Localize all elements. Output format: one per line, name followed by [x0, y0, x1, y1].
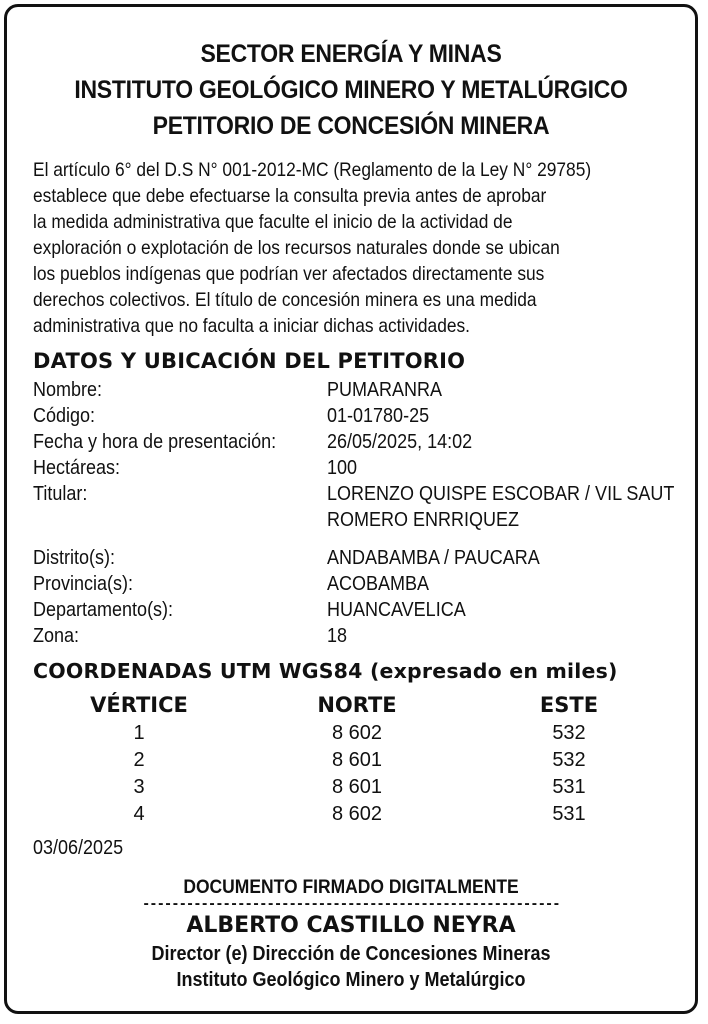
intro-line: la medida administrativa que faculte el inicio de la actividad de: [33, 211, 513, 233]
signed-digitally: DOCUMENTO FIRMADO DIGITALMENTE: [183, 877, 519, 898]
field-label: Zona:: [33, 625, 80, 647]
intro-line: los pueblos indígenas que podrían ver afectados directamente sus: [33, 263, 545, 285]
field-label: Titular:: [33, 483, 88, 505]
signer-name: ALBERTO CASTILLO NEYRA: [186, 913, 516, 938]
signature-line: ---------------------------------------------------------: [142, 897, 560, 912]
publication-date: 03/06/2025: [33, 837, 124, 859]
signer-institution: Instituto Geológico Minero y Metalúrgico: [176, 969, 526, 991]
field-value: LORENZO QUISPE ESCOBAR / VIL SAUT: [327, 483, 675, 505]
col-header-este: ESTE: [539, 693, 599, 717]
cell-norte: 8 602: [331, 722, 383, 744]
field-label: Hectáreas:: [33, 457, 121, 479]
col-header-norte: NORTE: [317, 693, 397, 717]
cell-norte: 8 601: [331, 776, 383, 798]
cell-este: 532: [552, 749, 586, 771]
intro-line: exploración o explotación de los recursos naturales donde se ubican: [33, 237, 560, 259]
field-label: Departamento(s):: [33, 599, 174, 621]
field-label: Nombre:: [33, 379, 103, 401]
datos-section-title: DATOS Y UBICACIÓN DEL PETITORIO: [33, 349, 466, 373]
field-label: Distrito(s):: [33, 547, 115, 569]
header-petitorio: PETITORIO DE CONCESIÓN MINERA: [152, 112, 550, 140]
field-label: Código:: [33, 405, 96, 427]
field-value: HUANCAVELICA: [327, 599, 466, 621]
cell-vertice: 1: [133, 722, 145, 744]
intro-paragraph: [33, 157, 674, 339]
field-value: 100: [327, 457, 358, 479]
cell-norte: 8 601: [331, 749, 383, 771]
field-value: 26/05/2025, 14:02: [327, 431, 473, 453]
intro-line: derechos colectivos. El título de concesión minera es una medida: [33, 289, 537, 311]
field-value: 18: [327, 625, 348, 647]
notice-frame: [4, 4, 698, 1014]
cell-este: 532: [552, 722, 586, 744]
intro-line: El artículo 6° del D.S N° 001-2012-MC (Reglamento de la Ley N° 29785): [33, 159, 592, 181]
cell-este: 531: [552, 803, 586, 825]
field-value: PUMARANRA: [327, 379, 443, 401]
col-header-vertice: VÉRTICE: [90, 693, 188, 717]
header-sector: SECTOR ENERGÍA Y MINAS: [200, 40, 502, 68]
field-value-continued: ROMERO ENRRIQUEZ: [327, 509, 520, 531]
coords-section-title: COORDENADAS UTM WGS84 (expresado en miles): [33, 659, 618, 683]
field-value: ANDABAMBA / PAUCARA: [327, 547, 540, 569]
field-label: Fecha y hora de presentación:: [33, 431, 277, 453]
signer-role: Director (e) Dirección de Concesiones Mineras: [151, 943, 551, 965]
field-label: Provincia(s):: [33, 573, 134, 595]
cell-norte: 8 602: [331, 803, 383, 825]
field-value: 01-01780-25: [327, 405, 430, 427]
intro-line: establece que debe efectuarse la consulta previa antes de aprobar: [33, 185, 547, 207]
field-value: ACOBAMBA: [327, 573, 430, 595]
cell-este: 531: [552, 776, 586, 798]
header-institute: INSTITUTO GEOLÓGICO MINERO Y METALÚRGICO: [74, 76, 628, 104]
cell-vertice: 4: [133, 803, 145, 825]
cell-vertice: 3: [133, 776, 145, 798]
intro-line: administrativa que no faculta a iniciar dichas actividades.: [33, 315, 471, 337]
cell-vertice: 2: [133, 749, 145, 771]
